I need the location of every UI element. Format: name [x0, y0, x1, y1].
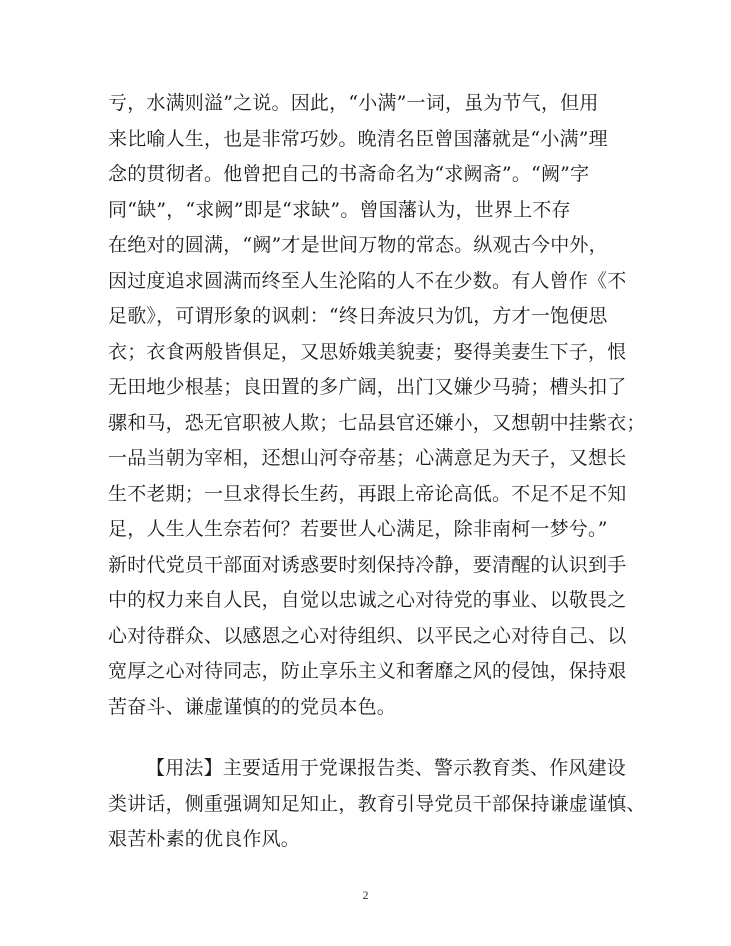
text-line: 在绝对的圆满，“阙”才是世间万物的常态。纵观古今中外，	[108, 234, 608, 256]
text-line: 艰苦朴素的优良作风。	[108, 828, 301, 850]
body-text	[108, 86, 646, 858]
text-line: 念的贯彻者。他曾把自己的书斋命名为“求阙斋”。“阙”字	[108, 163, 590, 185]
page-number: 2	[362, 888, 369, 902]
text-line: 亏，水满则溢”之说。因此，“小满”一词，虽为节气，但用	[108, 92, 599, 114]
text-line: 一品当朝为宰相，还想山河夺帝基；心满意足为天子，又想长	[108, 447, 627, 469]
text-line: 足歌》，可谓形象的讽刺：“终日奔波只为饥，方才一饱便思	[108, 305, 608, 327]
text-line: 宽厚之心对待同志，防止享乐主义和奢靡之风的侵蚀，保持艰	[108, 660, 627, 682]
text-line: 因过度追求圆满而终至人生沦陷的人不在少数。有人曾作《不	[108, 269, 627, 292]
text-line: 类讲话，侧重强调知足知止，教育引导党员干部保持谦虚谨慎、	[108, 792, 646, 815]
text-line: 心对待群众、以感恩之心对待组织、以平民之心对待自己、以	[108, 624, 627, 647]
text-line: 无田地少根基；良田置的多广阔，出门又嫌少马骑；槽头扣了	[108, 376, 627, 398]
text-line: 同“缺”，“求阙”即是“求缺”。曾国藩认为，世界上不存	[108, 198, 571, 221]
text-line: 足，人生人生奈若何？若要世人心满足，除非南柯一梦兮。”	[108, 518, 608, 540]
text-line: 【用法】主要适用于党课报告类、警示教育类、作风建设	[146, 757, 627, 779]
text-line: 衣；衣食两般皆俱足，又思娇娥美貌妻；娶得美妻生下子，恨	[108, 340, 627, 363]
text-line: 苦奋斗、谦虚谨慎的的党员本色。	[108, 695, 397, 718]
text-line: 生不老期；一旦求得长生药，再跟上帝论高低。不足不足不知	[108, 482, 627, 505]
text-line: 骡和马，恐无官职被人欺；七品县官还嫌小，又想朝中挂紫衣；	[108, 411, 646, 434]
paragraph-1	[108, 86, 646, 725]
text-line: 来比喻人生，也是非常巧妙。晚清名臣曾国藩就是“小满”理	[108, 127, 608, 150]
text-line: 新时代党员干部面对诱惑要时刻保持冷静，要清醒的认识到手	[108, 553, 627, 576]
text-line: 中的权力来自人民，自觉以忠诚之心对待党的事业、以敬畏之	[108, 589, 627, 611]
paragraph-gap	[108, 725, 638, 751]
paragraph-2-usage	[108, 751, 646, 858]
